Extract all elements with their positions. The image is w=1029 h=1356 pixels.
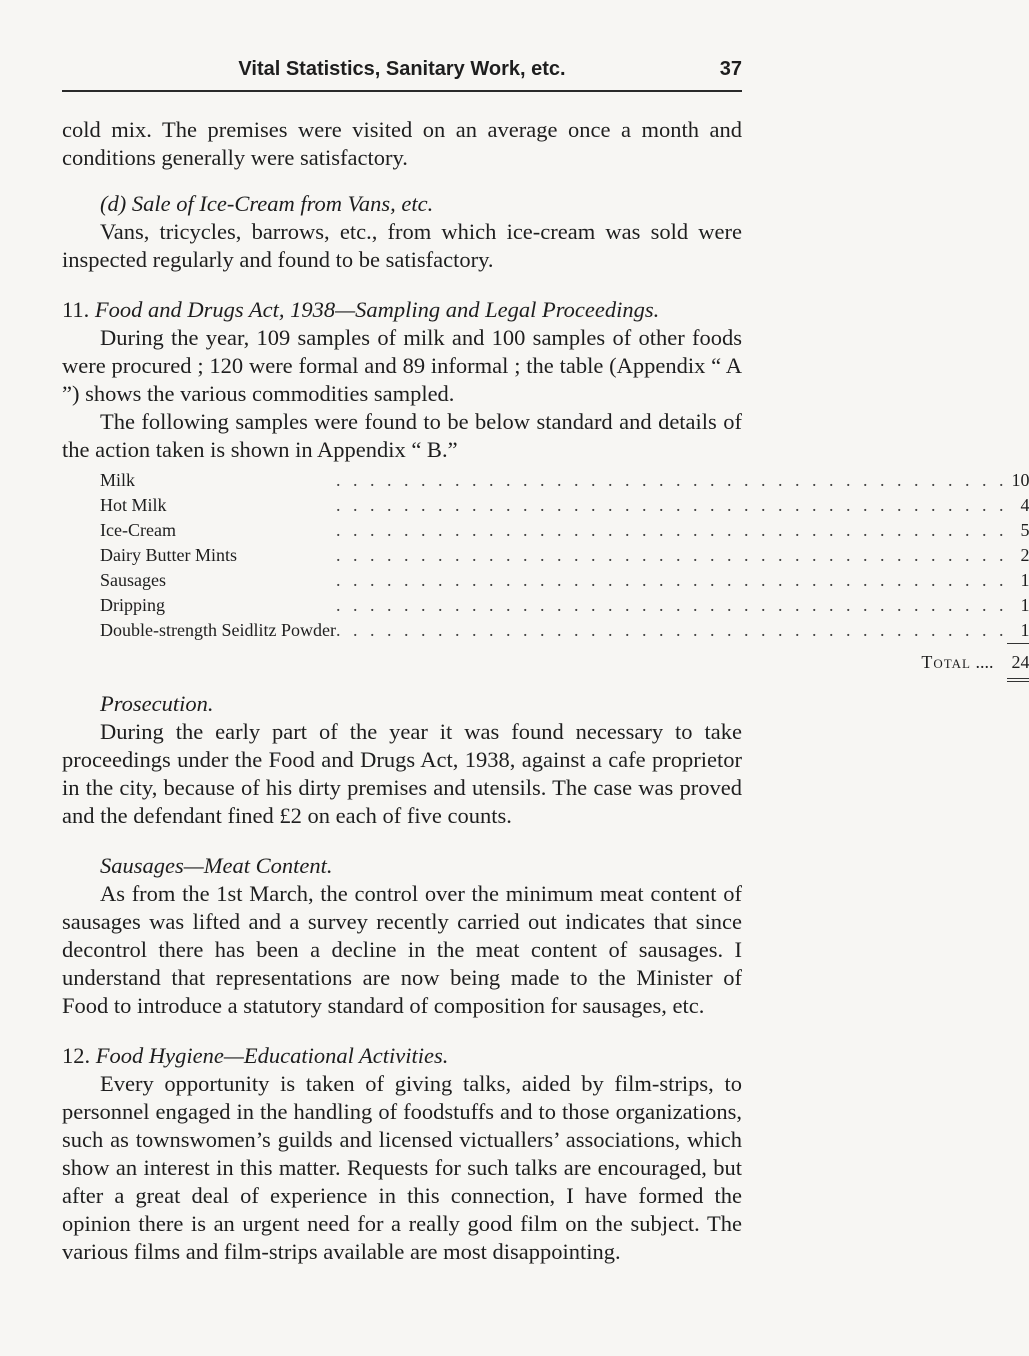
leader-dots: . . . . . . . . . . . . . . . . . . . . . . . . . . . . . . . . . . . . . . . .	[335, 595, 1008, 615]
sample-name: Ice-Cream	[100, 520, 176, 540]
sausages-heading: Sausages—Meat Content.	[100, 853, 333, 878]
section-d-heading	[100, 190, 742, 218]
page-header	[62, 50, 742, 92]
sample-name: Dripping	[100, 595, 165, 615]
sample-count: 1	[1020, 620, 1029, 640]
paragraph-samples-year: During the year, 109 samples of milk and 100 samples of other foods were procured ; 120 were formal and 89 informal ; the table (Appendix “ A ”) shows the various commodities sampled.	[62, 325, 742, 406]
sample-row	[100, 618, 1029, 643]
section-12-heading	[62, 1042, 742, 1070]
sample-row	[100, 593, 1029, 618]
leader-dots: . . . . . . . . . . . . . . . . . . . . . . . . . . . . . . . . . . . . . . . .	[335, 620, 1008, 640]
sample-count: 1	[1020, 595, 1029, 615]
section-11-title: Food and Drugs Act, 1938—Sampling and Legal Proceedings.	[94, 297, 660, 322]
sample-name: Milk	[100, 470, 136, 490]
section-12-number: 12.	[62, 1043, 91, 1068]
sample-count: 2	[1020, 545, 1029, 565]
total-row: Total .... 24	[100, 643, 1029, 682]
paragraph-cold-mix: cold mix. The premises were visited on an average once a month and conditions generally were satisfactory.	[62, 117, 742, 170]
sample-count: 10	[1011, 470, 1029, 490]
page-number: 37	[719, 58, 742, 80]
total-label: Total	[921, 652, 971, 672]
sample-name: Hot Milk	[100, 495, 167, 515]
paragraph-food-hygiene: Every opportunity is taken of giving talks, aided by film-strips, to personnel engaged in the handling of foodstuffs and to those organizations, such as townswomen’s guilds and licensed victuallers’ associations, which show an interest in this matter. Requests for such talks are encouraged, but after a great deal of experience in this connection, I have formed the opinion there is an urgent need for a really good film on the subject. The various films and film-strips available are most disappointing.	[62, 1071, 742, 1264]
sample-name: Sausages	[100, 570, 166, 590]
page-body	[62, 116, 1029, 1266]
leader-dots: . . . . . . . . . . . . . . . . . . . . . . . . . . . . . . . . . . . . . . . .	[335, 570, 1008, 590]
paragraph-vans: Vans, tricycles, barrows, etc., from which ice-cream was sold were inspected regularly and found to be satisfactory.	[62, 219, 742, 272]
leader-dots: . . . . . . . . . . . . . . . . . . . . . . . . . . . . . . . . . . . . . . . .	[335, 495, 1008, 515]
leader-dots: . . . . . . . . . . . . . . . . . . . . . . . . . . . . . . . . . . . . . . . .	[335, 470, 1008, 490]
section-12-title: Food Hygiene—Educational Activities.	[95, 1043, 449, 1068]
prosecution-heading: Prosecution.	[100, 691, 214, 716]
sample-row	[100, 543, 1029, 568]
running-title: Vital Statistics, Sanitary Work, etc.	[238, 58, 566, 80]
sample-count: 4	[1020, 495, 1029, 515]
sample-row	[100, 493, 1029, 518]
section-d-title: Sale of Ice-Cream from Vans, etc.	[131, 191, 434, 216]
total-value: 24	[1007, 643, 1029, 682]
sample-name: Double-strength Seidlitz Powder	[100, 620, 336, 640]
sample-row	[100, 518, 1029, 543]
section-d-label: (d)	[100, 191, 127, 216]
sample-name: Dairy Butter Mints	[100, 545, 237, 565]
paragraph-below-standard: The following samples were found to be below standard and details of the action taken is shown in Appendix “ B.”	[62, 409, 742, 462]
sample-count: 5	[1020, 520, 1029, 540]
sample-row	[100, 568, 1029, 593]
leader-dots: . . . . . . . . . . . . . . . . . . . . . . . . . . . . . . . . . . . . . . . .	[335, 520, 1008, 540]
section-11-number: 11.	[62, 297, 90, 322]
sample-row	[100, 468, 1029, 493]
samples-table	[100, 468, 1029, 682]
leader-dots: . . . . . . . . . . . . . . . . . . . . . . . . . . . . . . . . . . . . . . . .	[335, 545, 1008, 565]
sample-count: 1	[1020, 570, 1029, 590]
section-11-heading	[62, 296, 742, 324]
paragraph-sausages: As from the 1st March, the control over the minimum meat content of sausages was lifted and a survey recently carried out indicates that since decontrol there has been a decline in the meat content of sausages. I understand that representations are now being made to the Minister of Food to introduce a statutory standard of composition for sausages, etc.	[62, 881, 742, 1018]
paragraph-prosecution: During the early part of the year it was found necessary to take proceedings under the Food and Drugs Act, 1938, against a cafe proprietor in the city, because of his dirty premises and utensils. The case was proved and the defendant fined £2 on each of five counts.	[62, 719, 742, 828]
